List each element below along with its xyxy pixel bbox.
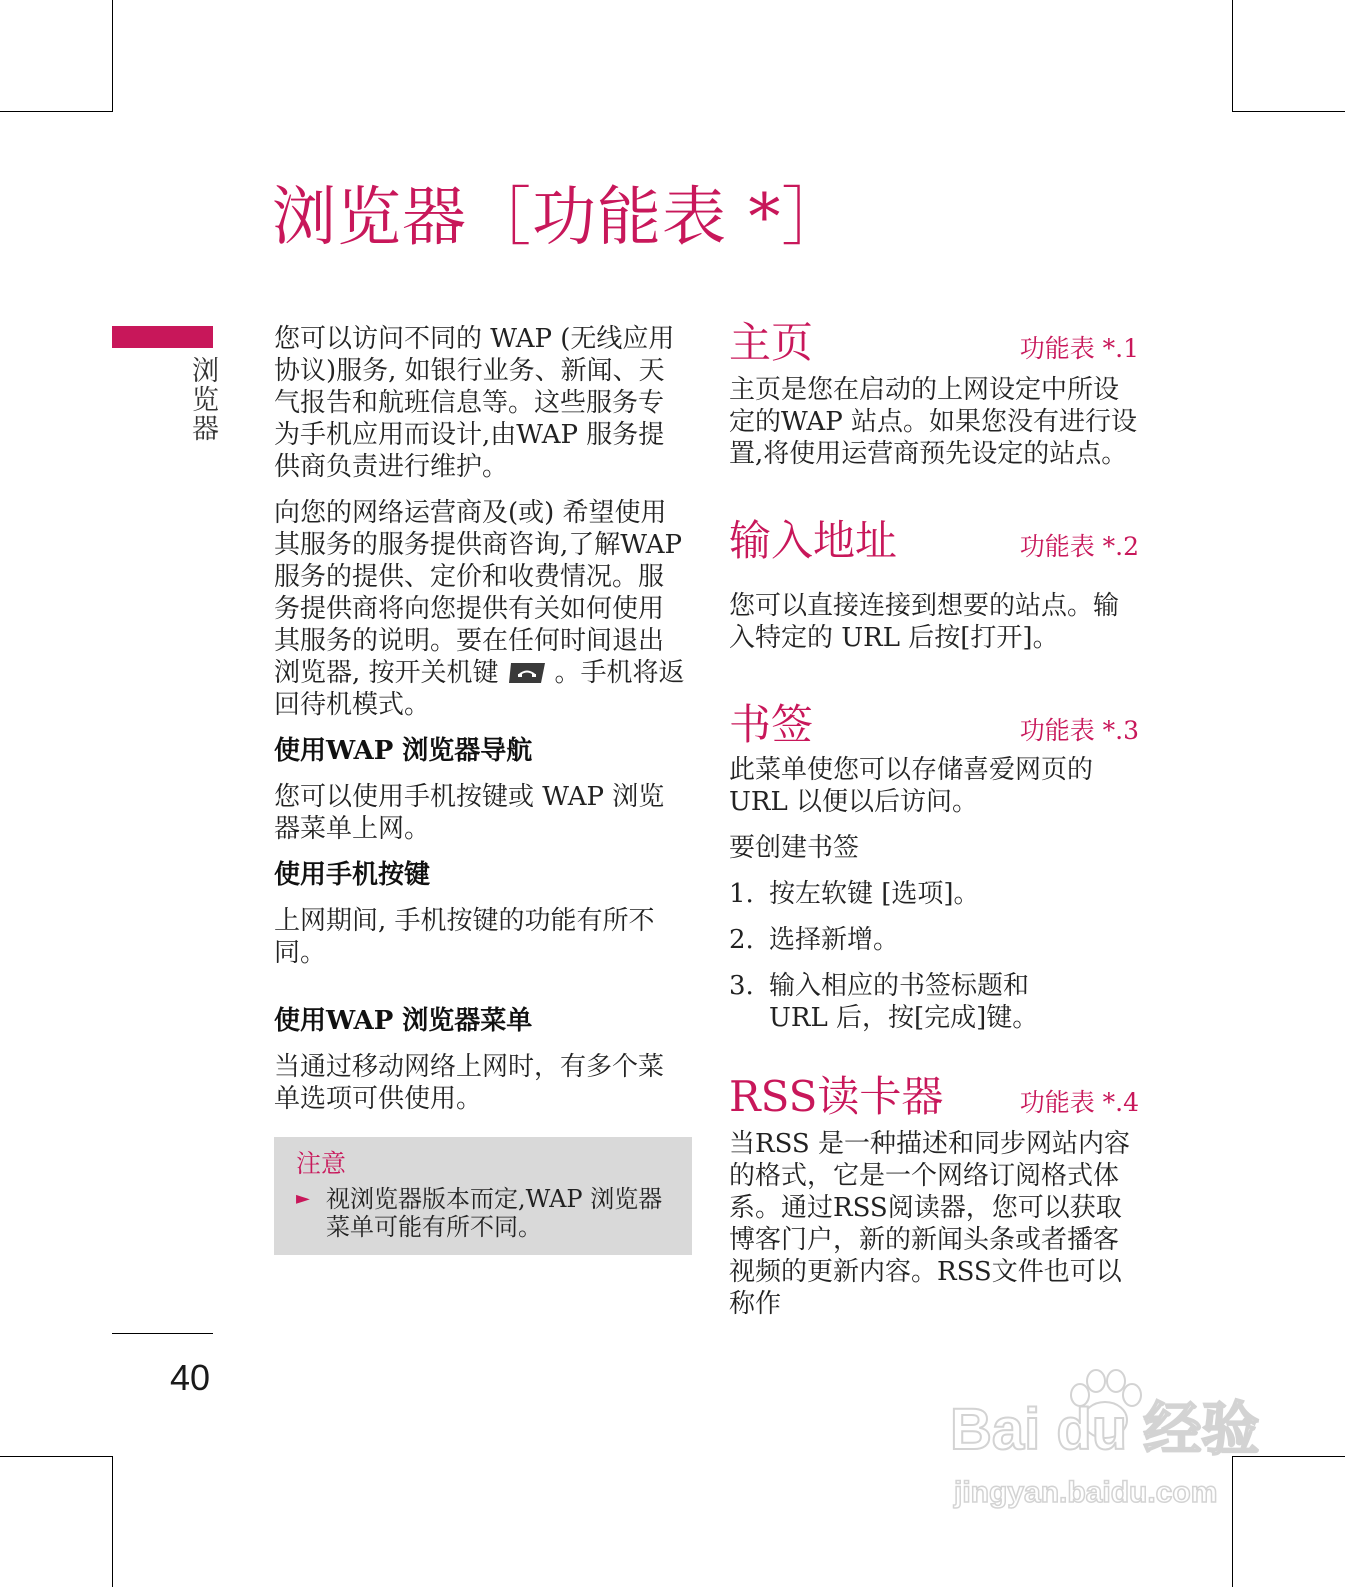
section-address-header (729, 514, 1139, 568)
section-bookmarks-title: 书签 (729, 700, 814, 749)
list-item-number: 1. (729, 879, 754, 909)
create-bookmark-label: 要创建书签 (729, 833, 860, 863)
section-rss-menu-code: 功能表 *.4 (1019, 1088, 1139, 1117)
menu-heading: 使用WAP 浏览器菜单 (274, 1006, 533, 1036)
list-item (729, 878, 1139, 910)
left-column (274, 323, 686, 1255)
list-item-number: 3. (729, 971, 754, 1001)
operator-text-after: 。手机将返回待机模式。 (274, 658, 685, 720)
right-column (729, 316, 1139, 1334)
list-item (729, 924, 1139, 956)
section-address-menu-code: 功能表 *.2 (1019, 532, 1139, 561)
crop-mark-bottom-left-vertical (112, 1456, 113, 1587)
nav-paragraph: 您可以使用手机按键或 WAP 浏览器菜单上网。 (274, 782, 665, 844)
crop-mark-top-right-vertical (1232, 0, 1233, 112)
section-home (729, 316, 1139, 470)
section-bookmarks-menu-code: 功能表 *.3 (1019, 716, 1139, 745)
note-item (296, 1185, 674, 1241)
side-tab-label: 浏览器 (187, 356, 218, 443)
section-bookmarks-text: 此菜单使您可以存储喜爱网页的URL 以便以后访问。 (729, 755, 1094, 817)
section-rss-text: 当RSS 是一种描述和同步网站内容的格式，它是一个网络订阅格式体系。通过RSS阅读器，您可以获取博客门户，新的新闻头条或者播客视频的更新内容。RSS文件也可以称作 (729, 1129, 1131, 1319)
section-rss-title: RSS读卡器 (729, 1072, 944, 1121)
list-item-number: 2. (729, 925, 754, 955)
section-home-title: 主页 (729, 318, 814, 367)
section-home-menu-code: 功能表 *.1 (1019, 334, 1139, 363)
watermark-url: jingyan.baidu.com (954, 1476, 1218, 1509)
section-rss-header (729, 1070, 1139, 1124)
menu-paragraph: 当通过移动网络上网时，有多个菜单选项可供使用。 (274, 1052, 665, 1114)
section-bookmarks-header (729, 698, 1139, 752)
keys-heading: 使用手机按键 (274, 860, 431, 890)
section-bookmarks (729, 698, 1139, 1034)
crop-mark-top-left-vertical (112, 0, 113, 112)
baidu-watermark (950, 1365, 1280, 1525)
operator-paragraph (274, 497, 686, 721)
section-rss (729, 1070, 1139, 1320)
intro-paragraph: 您可以访问不同的 WAP (无线应用协议)服务, 如银行业务、新闻、天气报告和航班信息等。这些服务专为手机应用而设计,由WAP 服务提供商负责进行维护。 (274, 324, 675, 482)
list-item-text: 按左软键 [选项]。 (769, 879, 980, 909)
list-item-text: 选择新增。 (769, 925, 900, 955)
page-number: 40 (170, 1357, 211, 1398)
keys-paragraph: 上网期间, 手机按键的功能有所不同。 (274, 906, 655, 968)
page-title: 浏览器［功能表 *］ (272, 181, 847, 255)
page-number-rule (112, 1333, 213, 1334)
note-text: 视浏览器版本而定,WAP 浏览器菜单可能有所不同。 (326, 1185, 663, 1241)
section-home-text: 主页是您在启动的上网设定中所设定的WAP 站点。如果您没有进行设置,将使用运营商预先设定的站点。 (729, 375, 1137, 469)
crop-mark-top-right-horizontal (1232, 111, 1345, 112)
end-key-icon (507, 661, 547, 685)
note-bullet-icon: ► (296, 1188, 310, 1209)
side-tab-bar (112, 326, 213, 348)
operator-text-before: 向您的网络运营商及(或) 希望使用其服务的服务提供商咨询,了解WAP服务的提供、定价和收费情况。服务提供商将向您提供有关如何使用其服务的说明。要在任何时间退出浏览器, 按开关机键 (274, 498, 682, 688)
list-item-text: 输入相应的书签标题和 URL 后，按[完成]键。 (769, 971, 1039, 1033)
watermark-brand: Bai du 经验 (950, 1397, 1260, 1462)
section-home-header (729, 316, 1139, 370)
note-title: 注意 (296, 1149, 347, 1178)
section-address-title: 输入地址 (729, 516, 898, 565)
crop-mark-top-left-horizontal (0, 111, 113, 112)
nav-heading: 使用WAP 浏览器导航 (274, 736, 533, 766)
list-item (729, 970, 1139, 1034)
note-box (274, 1137, 692, 1255)
section-address (729, 514, 1139, 654)
section-address-text: 您可以直接连接到想要的站点。输入特定的 URL 后按[打开]。 (729, 591, 1120, 653)
crop-mark-bottom-left-horizontal (0, 1456, 113, 1457)
